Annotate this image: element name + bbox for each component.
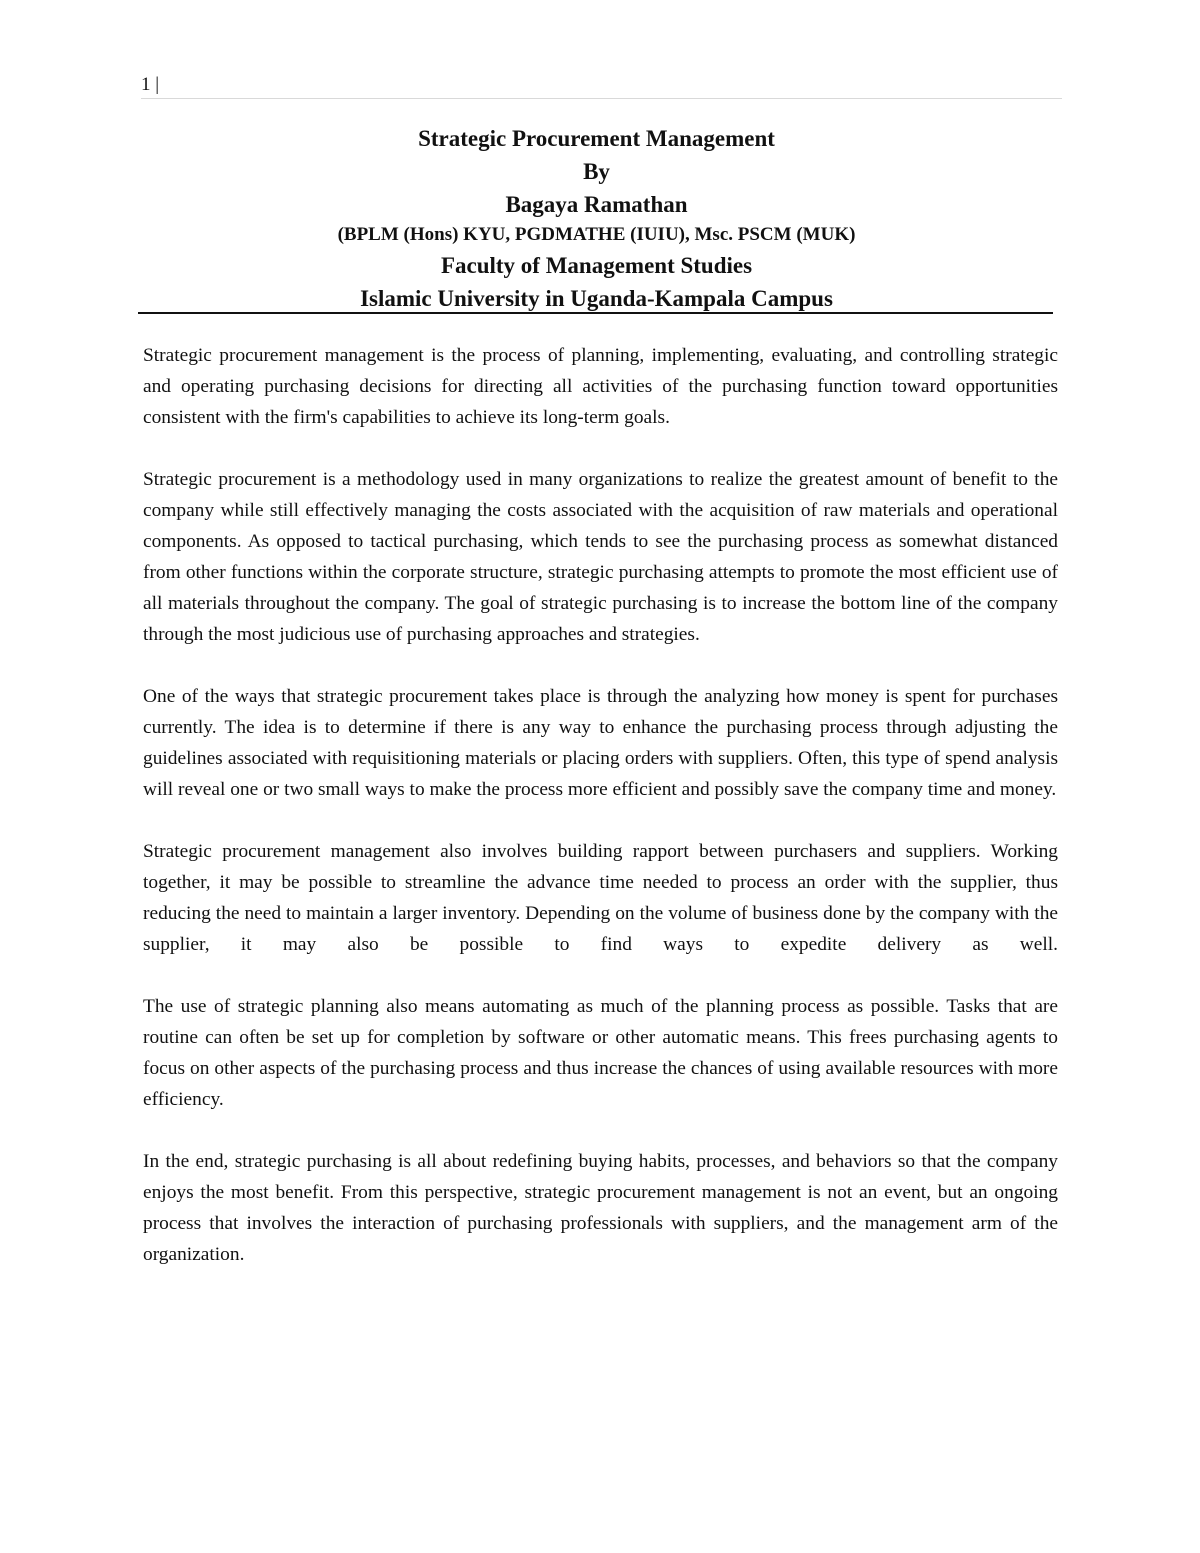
faculty-name: Faculty of Management Studies bbox=[440, 253, 753, 278]
paragraph: Strategic procurement management also involves building rapport between purchasers and suppliers. Working together, it may be possible to streamline the advance time needed to process an order with the supplier, thus reducing the need to maintain a larger inventory. Depending on the volume of business done by the company with the supplier, it may also be possible to find ways to expedite delivery as well. bbox=[143, 841, 1058, 955]
document-title: Strategic Procurement Management bbox=[418, 126, 775, 151]
paragraph: One of the ways that strategic procurement takes place is through the analyzing how money is spent for purchases currently. The idea is to determine if there is any way to enhance the purchasing process through adjusting the guidelines associated with requisitioning materials or placing orders with suppliers. Often, this type of spend analysis will reveal one or two small ways to make the process more efficient and possibly save the company time and money. bbox=[143, 686, 1058, 800]
author-name: Bagaya Ramathan bbox=[505, 192, 688, 217]
paragraph: In the end, strategic purchasing is all about redefining buying habits, processes, and behaviors so that the company enjoys the most benefit. From this perspective, strategic procurement management is not an event, but an ongoing process that involves the interaction of purchasing professionals with suppliers, and the management arm of the organization. bbox=[143, 1151, 1058, 1265]
document-body bbox=[143, 340, 1058, 1301]
title-divider bbox=[138, 312, 1053, 314]
byline-by: By bbox=[583, 159, 610, 184]
paragraph: Strategic procurement management is the process of planning, implementing, evaluating, and controlling strategic and operating purchasing decisions for directing all activities of the purchasing function toward opportunities consistent with the firm's capabilities to achieve its long-term goals. bbox=[143, 345, 1058, 428]
page-header bbox=[141, 70, 1062, 99]
page-number: 1 | bbox=[141, 74, 160, 95]
paragraph: Strategic procurement is a methodology used in many organizations to realize the greatest amount of benefit to the company while still effectively managing the costs associated with the acquisition of raw materials and operational components. As opposed to tactical purchasing, which tends to see the purchasing process as somewhat distanced from other functions within the corporate structure, strategic purchasing attempts to promote the most efficient use of all materials throughout the company. The goal of strategic purchasing is to increase the bottom line of the company through the most judicious use of purchasing approaches and strategies. bbox=[143, 469, 1058, 645]
paragraph: The use of strategic planning also means automating as much of the planning process as possible. Tasks that are routine can often be set up for completion by software or other automatic means. This frees purchasing agents to focus on other aspects of the purchasing process and thus increase the chances of using available resources with more efficiency. bbox=[143, 996, 1058, 1110]
title-block bbox=[139, 122, 1054, 315]
institution-name: Islamic University in Uganda-Kampala Campus bbox=[360, 286, 833, 311]
author-credentials: (BPLM (Hons) KYU, PGDMATHE (IUIU), Msc. PSCM (MUK) bbox=[337, 224, 856, 245]
